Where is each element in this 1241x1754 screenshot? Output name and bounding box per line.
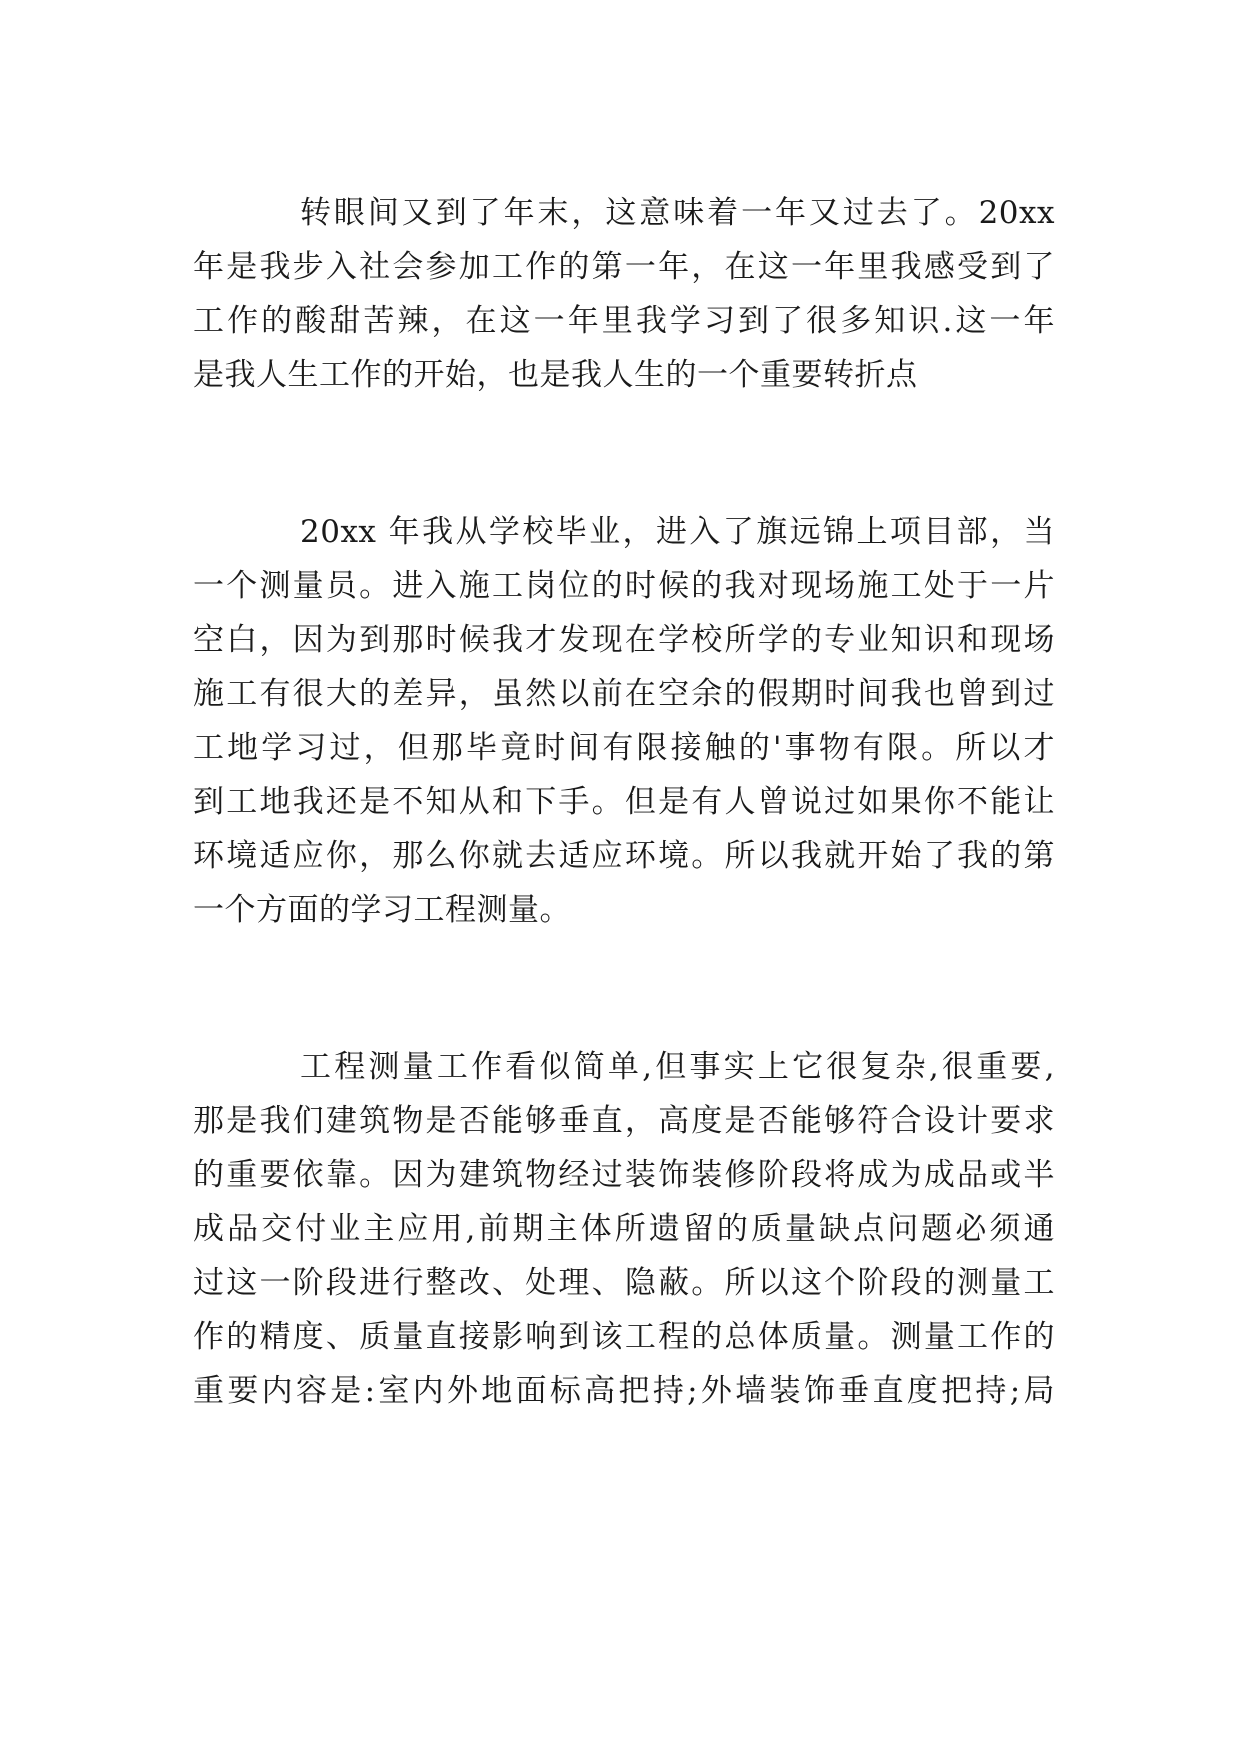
paragraph-line: 一个测量员。进入施工岗位的时候的我对现场施工处于一片 <box>193 568 1055 604</box>
paragraph-line: 空白，因为到那时候我才发现在学校所学的专业知识和现场 <box>193 622 1055 658</box>
paragraph-line: 工作的酸甜苦辣，在这一年里我学习到了很多知识.这一年 <box>193 303 1055 339</box>
paragraph-line: 作的精度、质量直接影响到该工程的总体质量。测量工作的 <box>193 1319 1055 1355</box>
paragraph-line: 那是我们建筑物是否能够垂直，高度是否能够符合设计要求 <box>193 1103 1055 1139</box>
paragraph-line: 转眼间又到了年末，这意味着一年又过去了。20xx <box>300 195 1055 231</box>
paragraph-line: 重要内容是:室内外地面标高把持;外墙装饰垂直度把持;局 <box>193 1373 1055 1409</box>
paragraph-line: 年是我步入社会参加工作的第一年，在这一年里我感受到了 <box>193 249 1055 285</box>
paragraph-line: 一个方面的学习工程测量。 <box>193 892 571 928</box>
paragraph-line: 是我人生工作的开始，也是我人生的一个重要转折点 <box>193 357 918 393</box>
paragraph-line: 到工地我还是不知从和下手。但是有人曾说过如果你不能让 <box>193 784 1055 820</box>
paragraph-line: 20xx 年我从学校毕业，进入了旗远锦上项目部，当 <box>300 514 1055 550</box>
paragraph-line: 施工有很大的差异，虽然以前在空余的假期时间我也曾到过 <box>193 676 1055 712</box>
paragraph-line: 环境适应你，那么你就去适应环境。所以我就开始了我的第 <box>193 838 1055 874</box>
paragraph-line: 成品交付业主应用,前期主体所遗留的质量缺点问题必须通 <box>193 1211 1055 1247</box>
paragraph-line: 工程测量工作看似简单,但事实上它很复杂,很重要, <box>300 1049 1055 1085</box>
paragraph-line: 过这一阶段进行整改、处理、隐蔽。所以这个阶段的测量工 <box>193 1265 1055 1301</box>
paragraph-line: 工地学习过，但那毕竟时间有限接触的'事物有限。所以才 <box>193 730 1055 766</box>
paragraph-line: 的重要依靠。因为建筑物经过装饰装修阶段将成为成品或半 <box>193 1157 1055 1193</box>
